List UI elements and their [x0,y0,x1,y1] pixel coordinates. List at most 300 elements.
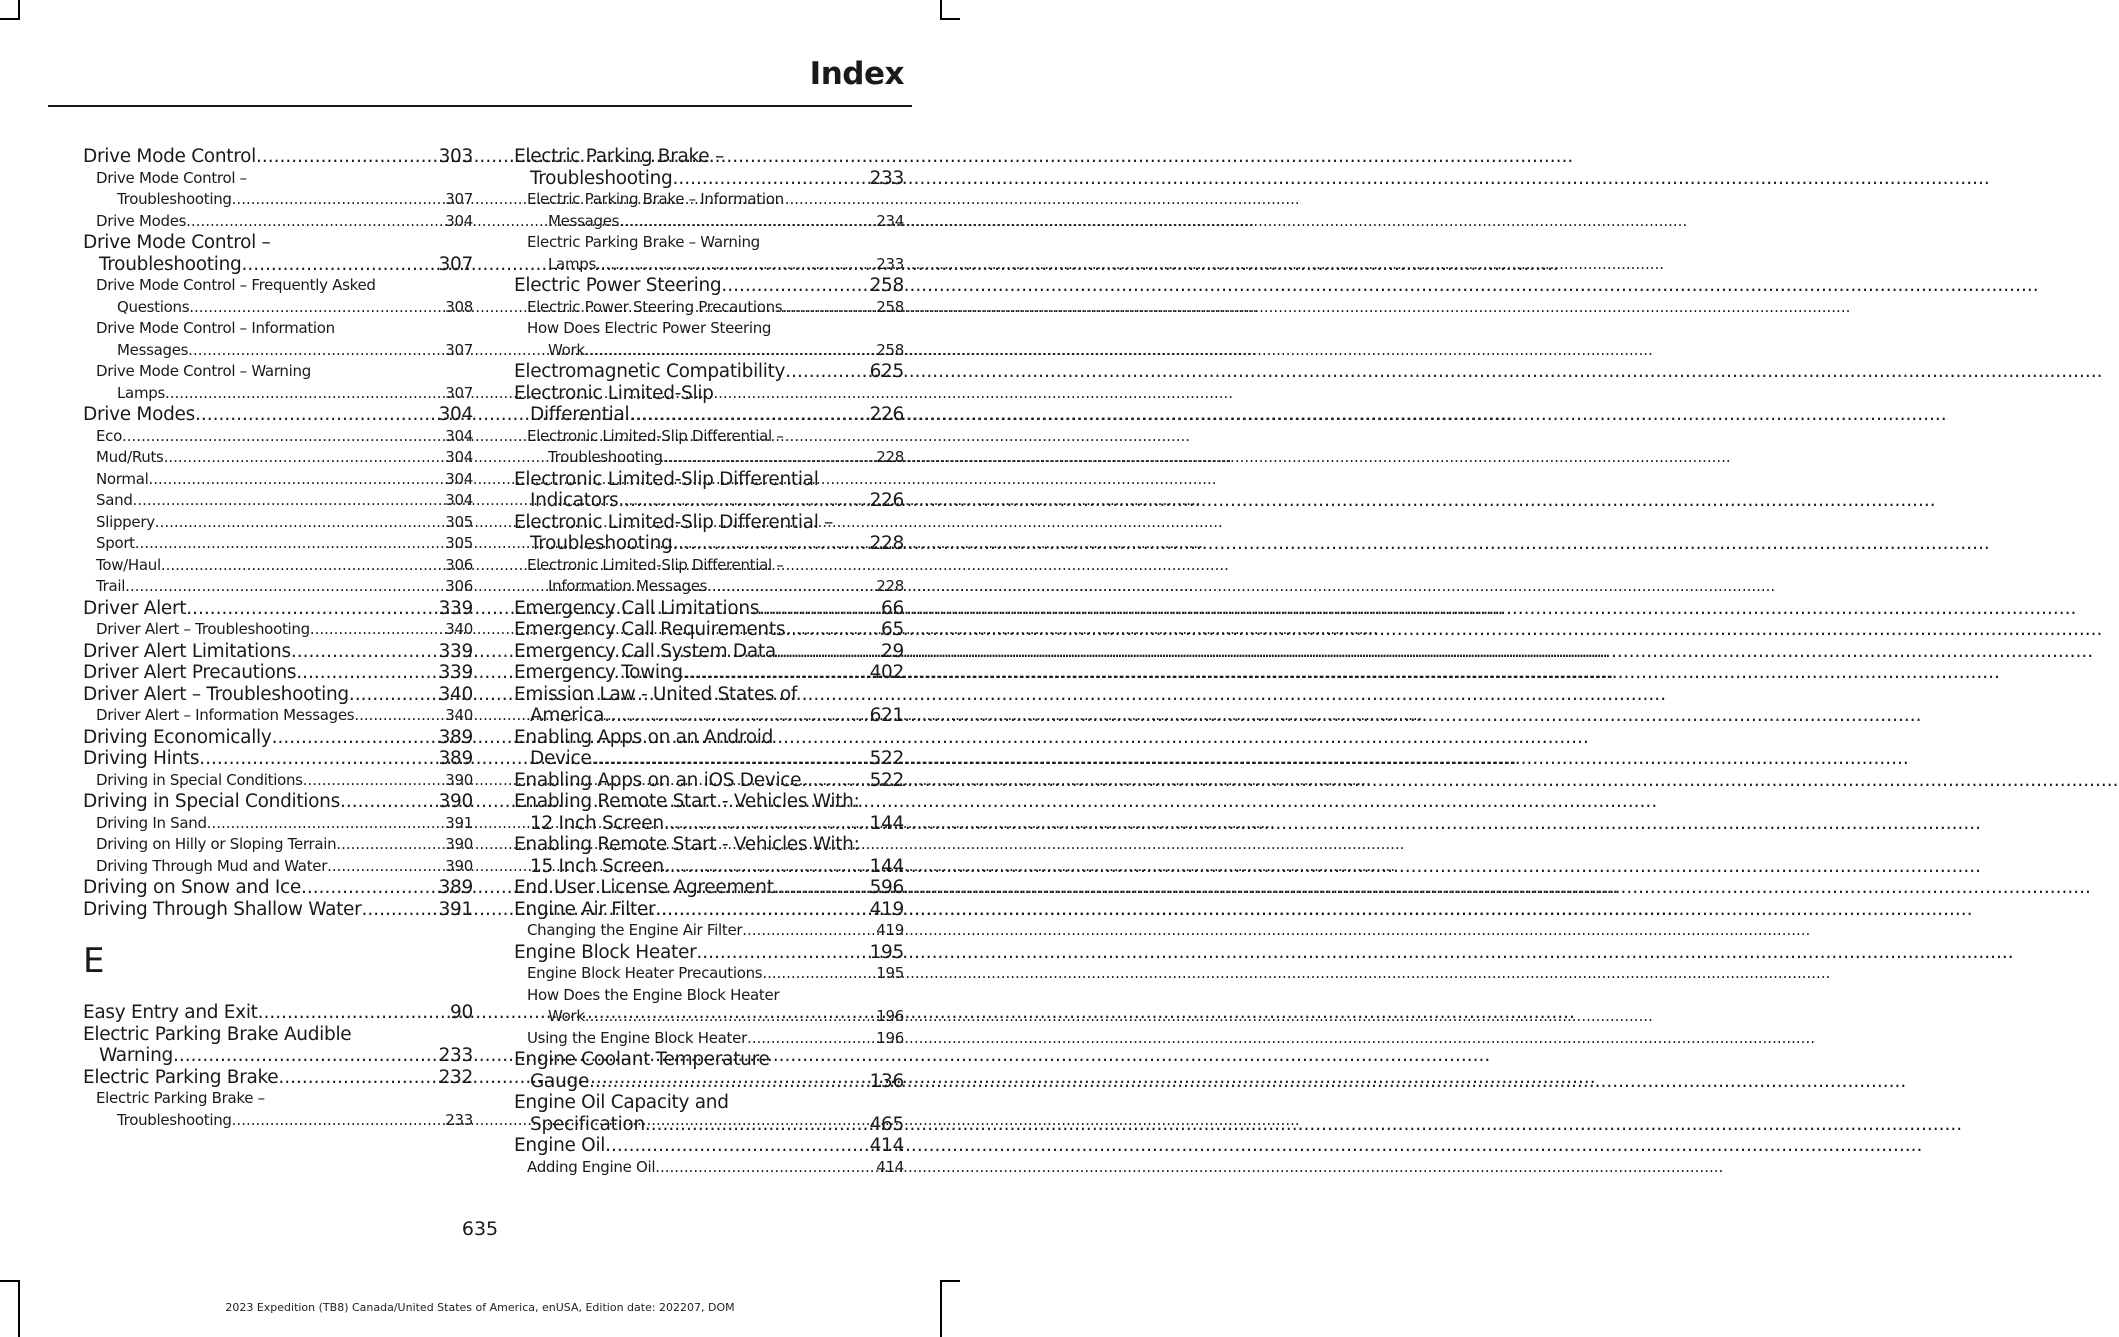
entry-title: Adding Engine Oil [527,1157,656,1176]
entry-title: Gauge [530,1070,590,1092]
entry-title: Enabling Apps on an Android [514,726,774,748]
entry-title: Questions [117,297,190,316]
dot-leader [173,1045,439,1067]
dot-leader [232,189,446,211]
crop-mark-top-left [18,0,20,18]
entry-page-number: 304 [445,426,473,445]
dot-leader [759,598,881,620]
dot-leader [199,748,438,770]
index-column-right [514,146,904,1178]
index-subentry[interactable] [83,318,473,361]
entry-page-number: 391 [438,898,473,920]
index-entry[interactable] [83,641,473,663]
entry-title: Electric Parking Brake – Warning [527,233,760,251]
entry-title: Electronic Limited-Slip [514,382,714,404]
entry-title: Electronic Limited-Slip Differential – [514,511,834,533]
entry-title: Electric Parking Brake – [514,146,724,167]
dot-leader [721,275,869,297]
entry-title: Engine Block Heater Precautions [527,964,763,982]
index-entry[interactable] [83,791,473,813]
entry-title: Mud/Ruts [96,448,164,466]
entry-page-number: 233 [869,167,904,189]
entry-title: Troubleshooting [548,448,663,466]
index-entry[interactable] [514,146,904,189]
entry-title: 12 Inch Screen [530,812,664,834]
entry-title: How Does the Engine Block Heater [527,985,780,1004]
dot-leader [707,576,876,598]
entry-title: Trail [96,577,126,595]
index-subentry[interactable] [514,189,904,232]
dot-leader [663,447,877,469]
index-subentry[interactable] [83,426,473,448]
index-subentry[interactable] [83,469,473,491]
index-subentry[interactable] [514,920,904,942]
dot-leader [629,404,869,426]
entry-page-number: 196 [876,1028,904,1047]
footer-edition-info: 2023 Expedition (TB8) Canada/United States of America, enUSA, Edition date: 202207, DOM [225,1301,735,1314]
entry-title: Driving in Special Conditions [96,770,303,789]
entry-page-number: 307 [445,190,473,208]
index-entry[interactable] [514,469,904,512]
entry-page-number: 233 [876,254,904,273]
entry-title: Information Messages [548,577,708,595]
entry-page-number: 390 [438,791,473,812]
entry-title: Engine Oil [514,1135,606,1156]
entry-page-number: 402 [869,662,904,683]
entry-page-number: 419 [869,898,904,920]
entry-title: Drive Mode Control – [96,168,247,187]
dot-leader [188,340,445,362]
entry-title: Electronic Limited-Slip Differential [514,468,819,490]
index-entry[interactable] [514,1092,904,1135]
entry-title: Slippery [96,512,155,531]
index-subentry[interactable] [83,361,473,404]
entry-page-number: 305 [445,512,473,531]
dot-leader [585,340,876,362]
entry-title: Engine Oil Capacity and [514,1092,729,1113]
entry-title: Troubleshooting [99,253,242,275]
index-subentry[interactable] [83,813,473,835]
entry-page-number: 307 [445,383,473,402]
entry-title: 15 Inch Screen [530,855,664,877]
entry-title: Troubleshooting [117,190,232,208]
index-subentry[interactable] [83,555,473,577]
index-subentry[interactable] [83,1088,473,1131]
crop-mark-top-right [940,0,942,18]
dot-leader [776,641,881,663]
dot-leader [354,705,445,727]
entry-title: Troubleshooting [117,1110,232,1129]
entry-title: Driving Through Mud and Water [96,856,328,875]
index-entry[interactable] [83,1002,473,1024]
index-entry[interactable] [83,232,473,275]
entry-title: Messages [548,211,620,230]
entry-page-number: 258 [876,297,904,316]
entry-title: Emission Law - United States of [514,683,798,705]
entry-page-number: 419 [876,921,904,939]
dot-leader [164,447,446,469]
dot-leader [747,1028,876,1050]
dot-leader [664,856,870,878]
entry-title: Electric Parking Brake [83,1066,279,1088]
index-subentry[interactable] [514,555,904,598]
entry-page-number: 522 [869,748,904,769]
entry-title: Lamps [117,383,165,402]
entry-title: How Does Electric Power Steering [527,319,772,337]
dot-leader [161,555,445,577]
entry-title: Enabling Apps on an iOS Device [514,769,802,791]
entry-title: Engine Coolant Temperature [514,1049,770,1070]
entry-page-number: 596 [869,877,904,898]
index-subentry[interactable] [83,705,473,727]
entry-page-number: 232 [438,1066,473,1088]
dot-leader [303,770,446,792]
entry-title: Driving Economically [83,726,272,748]
entry-page-number: 389 [438,726,473,748]
entry-title: Indicators [530,490,619,511]
crop-mark-top-right-h [940,18,960,20]
index-entry[interactable] [514,877,904,899]
dot-leader [664,813,870,835]
index-entry[interactable] [514,899,904,921]
entry-title: Tow/Haul [96,555,161,574]
entry-title: Drive Mode Control – Warning [96,362,311,380]
entry-title: Driving on Hilly or Sloping Terrain [96,835,337,853]
index-subentry[interactable] [83,275,473,318]
entry-page-number: 195 [876,964,904,982]
index-subentry[interactable] [514,963,904,985]
entry-title: Drive Mode Control – [83,232,271,253]
dot-leader [186,598,438,620]
entry-title: Sport [96,534,135,552]
index-subentry[interactable] [514,1028,904,1050]
entry-page-number: 228 [876,577,904,595]
index-entry[interactable] [83,899,473,921]
dot-leader [327,856,445,878]
entry-page-number: 621 [869,705,904,726]
crop-mark-top-left-h [0,18,20,20]
entry-title: Differential [530,404,630,425]
index-subentry[interactable] [514,318,904,361]
index-entry[interactable] [514,727,904,770]
entry-title: Electronic Limited-Slip Differential – [527,555,784,574]
entry-title: Emergency Call Requirements [514,619,786,640]
entry-page-number: 307 [438,253,473,275]
entry-title: Driver Alert [83,597,187,619]
index-subentry[interactable] [83,856,473,878]
entry-page-number: 233 [438,1045,473,1066]
index-subentry[interactable] [83,512,473,534]
dot-leader [148,469,445,491]
entry-page-number: 625 [869,361,904,382]
title-divider [48,105,912,107]
entry-page-number: 339 [438,597,473,619]
entry-title: Enabling Remote Start - Vehicles With: [514,791,860,812]
entry-page-number: 90 [450,1002,473,1023]
index-entry[interactable] [514,598,904,620]
entry-title: Driver Alert – Troubleshooting [83,683,349,705]
entry-page-number: 304 [438,404,473,425]
entry-page-number: 340 [445,620,473,638]
entry-page-number: 228 [876,448,904,466]
entry-title: Normal [96,469,149,488]
index-subentry[interactable] [83,619,473,641]
index-entry[interactable] [514,383,904,426]
index-entry[interactable] [514,361,904,383]
index-entry[interactable] [514,1135,904,1157]
index-letter-heading: E [83,941,105,981]
dot-leader [189,297,445,319]
dot-leader [310,619,445,641]
dot-leader [301,877,439,899]
dot-leader [340,791,439,813]
dot-leader [672,533,869,555]
entry-title: America [530,705,605,726]
entry-title: Driver Alert – Information Messages [96,706,355,724]
index-subentry[interactable] [83,576,473,598]
entry-page-number: 144 [869,855,904,877]
index-entry[interactable] [83,727,473,749]
entry-title: Warning [99,1045,173,1066]
entry-title: Troubleshooting [530,167,673,189]
dot-leader [762,963,876,985]
index-subentry[interactable] [514,426,904,469]
dot-leader [278,1067,438,1089]
index-entry[interactable] [514,619,904,641]
index-entry[interactable] [83,598,473,620]
entry-title: Electric Parking Brake – Information [527,190,784,208]
entry-page-number: 522 [869,769,904,791]
index-entry[interactable] [514,942,904,964]
entry-page-number: 389 [438,748,473,769]
entry-page-number: 258 [876,340,904,359]
index-entry[interactable] [514,512,904,555]
dot-leader [782,297,876,319]
entry-title: Engine Block Heater [514,941,697,963]
index-entry[interactable] [83,1024,473,1067]
dot-leader [655,1157,876,1179]
dot-leader [618,490,869,512]
entry-page-number: 340 [445,706,473,724]
dot-leader [361,899,438,921]
index-subentry[interactable] [83,168,473,211]
index-entry[interactable] [83,877,473,899]
entry-page-number: 304 [445,469,473,488]
entry-title: Changing the Engine Air Filter [527,921,743,939]
entry-title: Electric Power Steering Precautions [527,297,783,316]
entry-page-number: 307 [445,340,473,359]
dot-leader [589,1071,870,1093]
entry-title: Driving In Sand [96,813,207,832]
index-entry[interactable] [514,1049,904,1092]
dot-leader [683,662,870,684]
entry-page-number: 340 [438,683,473,705]
dot-leader [296,662,438,684]
dot-leader [122,426,445,448]
entry-page-number: 234 [876,211,904,230]
index-subentry[interactable] [83,447,473,469]
entry-title: Emergency Call System Data [514,640,776,662]
dot-leader [696,942,869,964]
index-subentry[interactable] [83,834,473,856]
entry-title: Electric Power Steering [514,275,722,296]
dot-leader [605,1135,869,1157]
entry-title: Using the Engine Block Heater [527,1028,747,1047]
index-entry[interactable] [83,662,473,684]
entry-page-number: 390 [445,835,473,853]
entry-page-number: 195 [869,941,904,963]
entry-title: Driver Alert Precautions [83,662,297,683]
index-subentry[interactable] [514,232,904,275]
dot-leader [785,361,869,383]
entry-page-number: 306 [445,577,473,595]
entry-page-number: 228 [869,533,904,554]
dot-leader [742,920,876,942]
entry-title: Easy Entry and Exit [83,1002,258,1023]
index-entry[interactable] [514,641,904,663]
entry-page-number: 390 [445,856,473,875]
dot-leader [655,899,869,921]
entry-page-number: 414 [876,1157,904,1176]
entry-title: Specification [530,1113,645,1135]
entry-title: End User License Agreement [514,877,774,898]
entry-page-number: 303 [438,146,473,167]
dot-leader [155,512,445,534]
entry-title: Electromagnetic Compatibility [514,361,786,382]
index-subentry[interactable] [83,211,473,233]
entry-title: Driving in Special Conditions [83,791,340,812]
dot-leader [645,1114,870,1136]
index-column-left [83,146,473,1131]
entry-title: Drive Modes [96,211,187,230]
index-subentry[interactable] [83,533,473,555]
dot-leader [272,727,439,749]
entry-title: Messages [117,340,189,359]
page-title: Index [809,56,904,92]
entry-title: Electric Parking Brake Audible [83,1023,352,1045]
dot-leader [241,254,438,276]
index-entry[interactable] [514,275,904,297]
index-subentry[interactable] [514,297,904,319]
entry-title: Lamps [548,254,596,273]
index-entry[interactable] [83,684,473,706]
index-entry[interactable] [83,1067,473,1089]
entry-title: Device [530,748,592,769]
dot-leader [619,211,876,233]
dot-leader [232,1110,446,1132]
entry-page-number: 226 [869,404,904,425]
entry-page-number: 66 [881,597,904,619]
index-entry[interactable] [83,748,473,770]
entry-title: Emergency Call Limitations [514,597,760,619]
dot-leader [591,748,869,770]
entry-title: Electronic Limited-Slip Differential – [527,426,784,445]
entry-title: Drive Mode Control – Frequently Asked [96,276,376,294]
index-entry[interactable] [514,791,904,834]
entry-page-number: 136 [869,1070,904,1092]
entry-title: Emergency Towing [514,662,683,683]
index-entry[interactable] [83,146,473,168]
dot-leader [672,168,869,190]
entry-page-number: 391 [445,813,473,832]
entry-page-number: 196 [876,1007,904,1025]
entry-title: Driving Hints [83,748,200,769]
entry-page-number: 29 [881,640,904,662]
entry-page-number: 233 [445,1110,473,1129]
index-entry[interactable] [514,834,904,877]
entry-page-number: 339 [438,640,473,662]
entry-title: Driver Alert Limitations [83,640,291,662]
entry-page-number: 258 [869,275,904,296]
entry-page-number: 414 [869,1135,904,1156]
index-entry[interactable] [514,770,904,792]
dot-leader [186,211,445,233]
entry-page-number: 308 [445,297,473,316]
index-entry[interactable] [514,684,904,727]
entry-page-number: 65 [881,619,904,640]
dot-leader [349,684,439,706]
entry-title: Work [548,340,585,359]
dot-leader [604,705,869,727]
index-entry[interactable] [514,662,904,684]
dot-leader [133,490,446,512]
entry-title: Drive Mode Control [83,146,256,167]
entry-page-number: 305 [445,534,473,552]
entry-title: Troubleshooting [530,533,673,554]
entry-page-number: 304 [445,211,473,230]
entry-page-number: 389 [438,877,473,898]
dot-leader [585,1006,876,1028]
dot-leader [135,533,445,555]
crop-mark-bottom-left-h [0,1280,20,1282]
crop-mark-bottom-right-h [940,1280,960,1282]
dot-leader [165,383,445,405]
entry-title: Driving Through Shallow Water [83,898,362,920]
entry-page-number: 304 [445,491,473,509]
entry-page-number: 465 [869,1113,904,1135]
entry-title: Driver Alert – Troubleshooting [96,620,310,638]
entry-title: Eco [96,426,123,445]
entry-title: Electric Parking Brake – [96,1089,265,1107]
dot-leader [774,877,870,899]
entry-title: Sand [96,491,133,509]
entry-title: Work [548,1007,585,1025]
entry-title: Engine Air Filter [514,898,656,920]
entry-page-number: 306 [445,555,473,574]
dot-leader [596,254,876,276]
dot-leader [207,813,446,835]
index-subentry[interactable] [514,1157,904,1179]
index-subentry[interactable] [514,985,904,1028]
page-number: 635 [461,1218,499,1240]
entry-page-number: 339 [438,662,473,683]
dot-leader [801,770,869,792]
dot-leader [336,834,445,856]
dot-leader [125,576,445,598]
dot-leader [195,404,439,426]
index-subentry[interactable] [83,770,473,792]
entry-title: Enabling Remote Start - Vehicles With: [514,834,860,855]
dot-leader [785,619,881,641]
entry-page-number: 144 [869,812,904,834]
index-entry[interactable] [83,404,473,426]
entry-title: Driving on Snow and Ice [83,877,301,898]
dot-leader [258,1002,450,1024]
entry-page-number: 390 [445,770,473,789]
entry-title: Drive Modes [83,404,195,425]
index-subentry[interactable] [83,490,473,512]
entry-page-number: 226 [869,490,904,511]
